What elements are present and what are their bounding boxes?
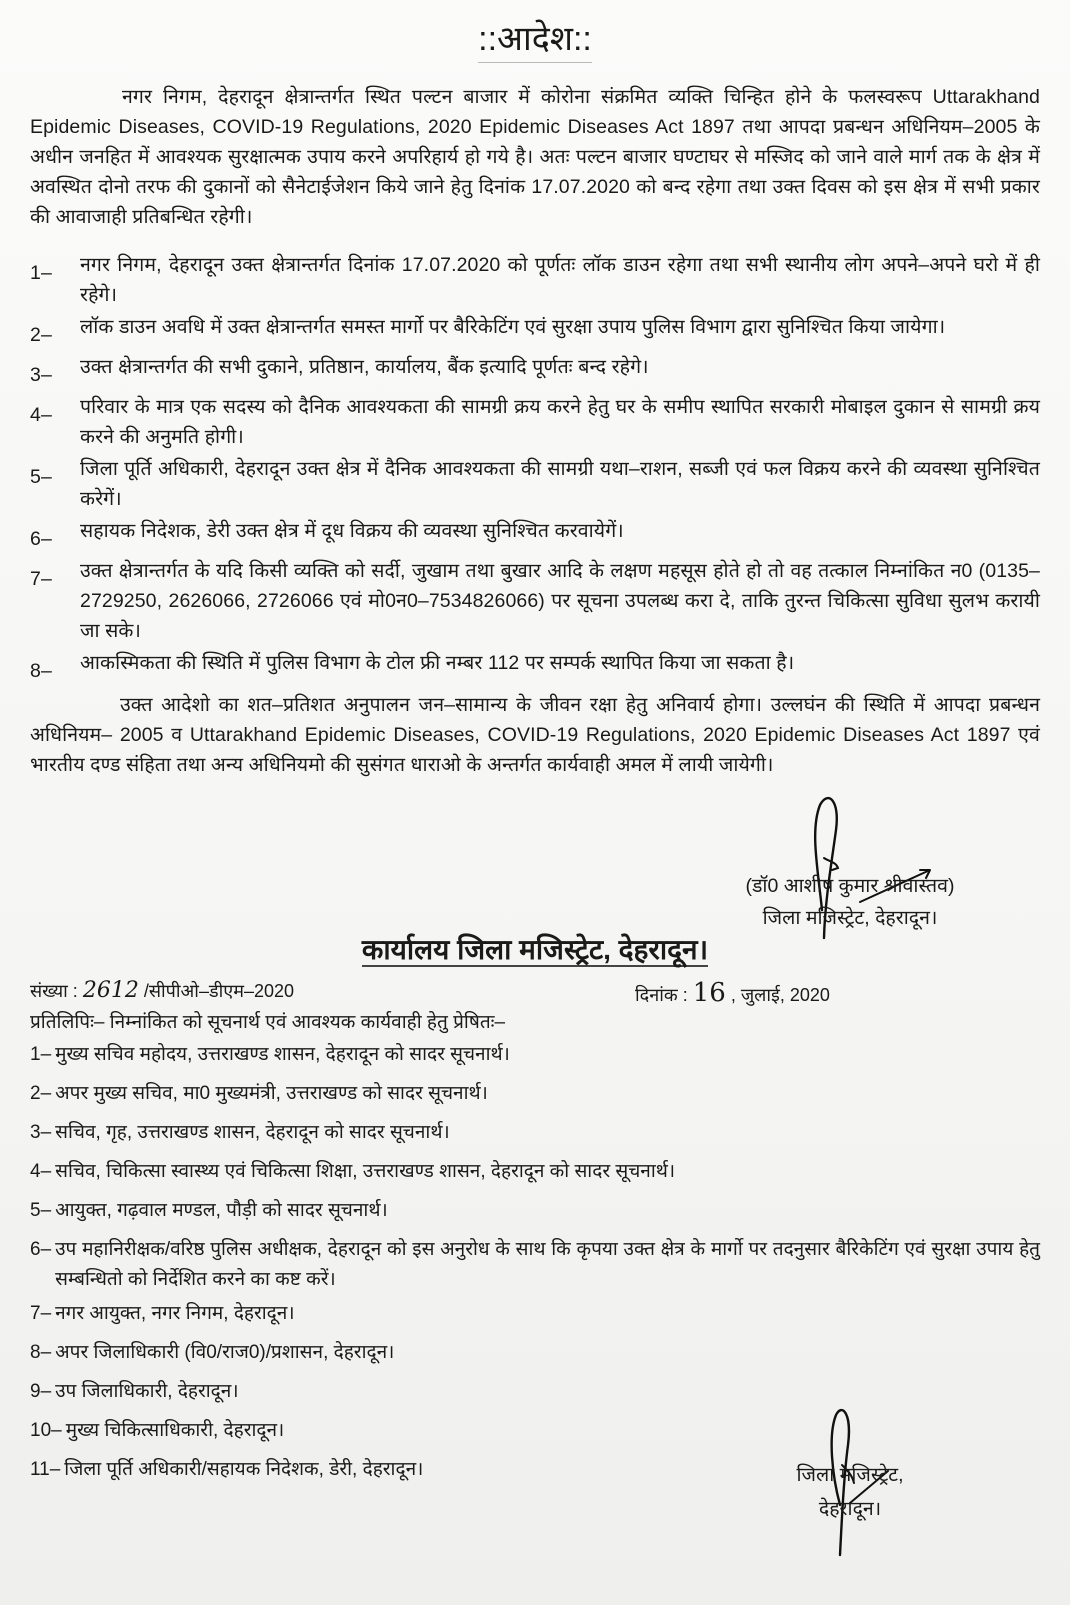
recipient-item xyxy=(30,1040,1040,1070)
recipient-number: 11– xyxy=(30,1459,61,1480)
recipient-number: 4– xyxy=(30,1161,52,1182)
recipient-text: जिला पूर्ति अधिकारी/सहायक निदेशक, डेरी, देहरादून। xyxy=(64,1459,424,1480)
order-item-text: उक्त क्षेत्रान्तर्गत के यदि किसी व्यक्ति को सर्दी, जुखाम तथा बुखार आदि के लक्षण महसूस होते हो तो वह तत्काल निम्नांकित न0 (0135–2729250, 2626066, 2726066 एवं मो0न0–7534826066) पर सूचना उपलब्ध करा दे, ताकि तुरन्त चिकित्सा सुविधा सुलभ करायी जा सके। xyxy=(80,560,1040,642)
recipient-number: 10– xyxy=(30,1420,62,1441)
recipient-item xyxy=(30,1416,1040,1446)
order-item-text: नगर निगम, देहरादून उक्त क्षेत्रान्तर्गत दिनांक 17.07.2020 को पूर्णतः लॉक डाउन रहेगा तथा सभी स्थानीय लोग अपने–अपने घरो में ही रहेगे। xyxy=(80,254,1040,306)
reference-suffix: /सीपीओ–डीएम–2020 xyxy=(143,981,295,1001)
recipient-text: सचिव, चिकित्सा स्वास्थ्य एवं चिकित्सा शिक्षा, उत्तराखण्ड शासन, देहरादून को सादर सूचनार्थ। xyxy=(55,1161,676,1182)
reference-number-handwritten: 2612 xyxy=(82,978,139,1003)
recipient-number: 9– xyxy=(30,1381,52,1402)
reference-number xyxy=(30,978,294,1003)
recipient-number: 6– xyxy=(30,1239,52,1260)
order-list xyxy=(30,250,1040,688)
recipient-text: उप जिलाधिकारी, देहरादून। xyxy=(55,1381,239,1402)
order-item xyxy=(30,648,1040,686)
closing-paragraph: उक्त आदेशो का शत–प्रतिशत अनुपालन जन–सामान्य के जीवन रक्षा हेतु अनिवार्य होगा। उल्लघंन की स्थिति में आपदा प्रबन्धन अधिनियम– 2005 व Uttarakhand Epidemic Diseases, COVID-19 Regulations, 2020 Epidemic Diseases Act 1897 एवं भारतीय दण्ड संहिता तथा अन्य अधिनियमो की सुसंगत धाराओ के अन्तर्गत कार्यवाही अमल में लायी जायेगी। xyxy=(30,694,1040,776)
order-item xyxy=(30,556,1040,646)
endorsement-signatory-line1: जिला मजिस्ट्रेट, xyxy=(796,1464,904,1486)
date-day-handwritten: 16 xyxy=(692,978,726,1008)
order-item-text: आकस्मिकता की स्थिति में पुलिस विभाग के टोल फ्री नम्बर 112 पर सम्पर्क स्थापित किया जा सकता है। xyxy=(80,652,795,674)
signatory-name: (डॉ0 आशीष कुमार श्रीवास्तव) xyxy=(745,875,955,897)
order-item-number: 4– xyxy=(30,404,52,426)
recipient-item xyxy=(30,1157,1040,1187)
order-item-number: 1– xyxy=(30,262,52,284)
order-item xyxy=(30,312,1040,350)
order-item-number: 6– xyxy=(30,528,52,550)
order-item-number: 8– xyxy=(30,660,52,682)
order-item-number: 5– xyxy=(30,466,52,488)
recipient-item xyxy=(30,1338,1040,1368)
recipient-list xyxy=(30,1040,1040,1494)
recipient-item xyxy=(30,1196,1040,1226)
recipient-number: 7– xyxy=(30,1303,52,1324)
recipient-text: अपर जिलाधिकारी (वि0/राज0)/प्रशासन, देहरादून। xyxy=(55,1342,395,1363)
endorsement-signatory xyxy=(760,1458,940,1526)
recipient-number: 2– xyxy=(30,1083,52,1104)
endorsement-signatory-line2: देहरादून। xyxy=(818,1498,882,1520)
order-item xyxy=(30,352,1040,390)
signatory-designation: जिला मजिस्ट्रेट, देहरादून। xyxy=(762,907,938,929)
reference-label: संख्या : xyxy=(30,981,78,1001)
recipient-text: नगर आयुक्त, नगर निगम, देहरादून। xyxy=(55,1303,295,1324)
order-item xyxy=(30,392,1040,452)
copy-heading: प्रतिलिपिः– निम्नांकित को सूचनार्थ एवं आवश्यक कार्यवाही हेतु प्रेषितः– xyxy=(30,1012,506,1033)
recipient-text: अपर मुख्य सचिव, मा0 मुख्यमंत्री, उत्तराखण्ड को सादर सूचनार्थ। xyxy=(55,1083,488,1104)
office-title-text: कार्यालय जिला मजिस्ट्रेट, देहरादून। xyxy=(361,934,709,965)
order-item xyxy=(30,516,1040,554)
order-item-number: 2– xyxy=(30,324,52,346)
order-item-text: सहायक निदेशक, डेरी उक्त क्षेत्र में दूध विक्रय की व्यवस्था सुनिश्चित करवायेगें। xyxy=(80,520,624,542)
recipient-text: मुख्य सचिव महोदय, उत्तराखण्ड शासन, देहरादून को सादर सूचनार्थ। xyxy=(55,1044,510,1065)
order-item-number: 7– xyxy=(30,568,52,590)
order-item xyxy=(30,454,1040,514)
recipient-number: 8– xyxy=(30,1342,52,1363)
recipient-item xyxy=(30,1235,1040,1295)
recipient-item xyxy=(30,1377,1040,1407)
intro-paragraph: नगर निगम, देहरादून क्षेत्रान्तर्गत स्थित पल्टन बाजार में कोरोना संक्रमित व्यक्ति चिन्हित होने के फलस्वरूप Uttarakhand Epidemic Diseases, COVID-19 Regulations, 2020 Epidemic Diseases Act 1897 तथा आपदा प्रबन्धन अधिनियम–2005 के अधीन जनहित में आवश्यक सुरक्षात्मक उपाय करने अपरिहार्य हो गये है। अतः पल्टन बाजार घण्टाघर से मस्जिद को जाने वाले मार्ग तक के क्षेत्र में अवस्थित दोनो तरफ की दुकानों को सैनेटाईजेशन किये जाने हेतु दिनांक 17.07.2020 को बन्द रहेगा तथा उक्त दिवस को इस क्षेत्र में सभी प्रकार की आवाजाही प्रतिबन्धित रहेगी। xyxy=(30,86,1040,228)
recipient-text: सचिव, गृह, उत्तराखण्ड शासन, देहरादून को सादर सूचनार्थ। xyxy=(55,1122,450,1143)
office-title xyxy=(0,930,1070,968)
reference-date xyxy=(635,978,830,1008)
signatory-block xyxy=(700,870,1000,934)
recipient-number: 5– xyxy=(30,1200,52,1221)
date-label: दिनांक : xyxy=(635,985,688,1005)
recipient-text: आयुक्त, गढ़वाल मण्डल, पौड़ी को सादर सूचनार्थ। xyxy=(55,1200,388,1221)
order-title xyxy=(0,14,1070,60)
order-item xyxy=(30,250,1040,310)
recipient-text: उप महानिरीक्षक/वरिष्ठ पुलिस अधीक्षक, देहरादून को इस अनुरोध के साथ कि कृपया उक्त क्षेत्र के मार्गो पर तदनुसार बैरिकेटिंग एवं सुरक्षा उपाय हेतु सम्बन्धितो को निर्देशित करने का कष्ट करें। xyxy=(55,1239,1040,1290)
recipient-number: 3– xyxy=(30,1122,52,1143)
order-item-text: लॉक डाउन अवधि में उक्त क्षेत्रान्तर्गत समस्त मार्गो पर बैरिकेटिंग एवं सुरक्षा उपाय पुलिस विभाग द्वारा सुनिश्चित किया जायेगा। xyxy=(80,316,946,338)
recipient-item xyxy=(30,1079,1040,1109)
order-title-text: ::आदेश:: xyxy=(478,20,592,63)
date-rest: , जुलाई, 2020 xyxy=(730,985,830,1005)
recipient-number: 1– xyxy=(30,1044,52,1065)
recipient-text: मुख्य चिकित्साधिकारी, देहरादून। xyxy=(65,1420,285,1441)
recipient-item xyxy=(30,1118,1040,1148)
order-item-text: जिला पूर्ति अधिकारी, देहरादून उक्त क्षेत्र में दैनिक आवश्यकता की सामग्री यथा–राशन, सब्जी एवं फल विक्रय करने की व्यवस्था सुनिश्चित करेगें। xyxy=(80,458,1040,510)
recipient-item xyxy=(30,1299,1040,1329)
order-item-text: परिवार के मात्र एक सदस्य को दैनिक आवश्यकता की सामग्री क्रय करने हेतु घर के समीप स्थापित सरकारी मोबाइल दुकान से सामग्री क्रय करने की अनुमति होगी। xyxy=(80,396,1040,448)
order-item-text: उक्त क्षेत्रान्तर्गत की सभी दुकाने, प्रतिष्ठान, कार्यालय, बैंक इत्यादि पूर्णतः बन्द रहेगे। xyxy=(80,356,649,378)
order-item-number: 3– xyxy=(30,364,52,386)
